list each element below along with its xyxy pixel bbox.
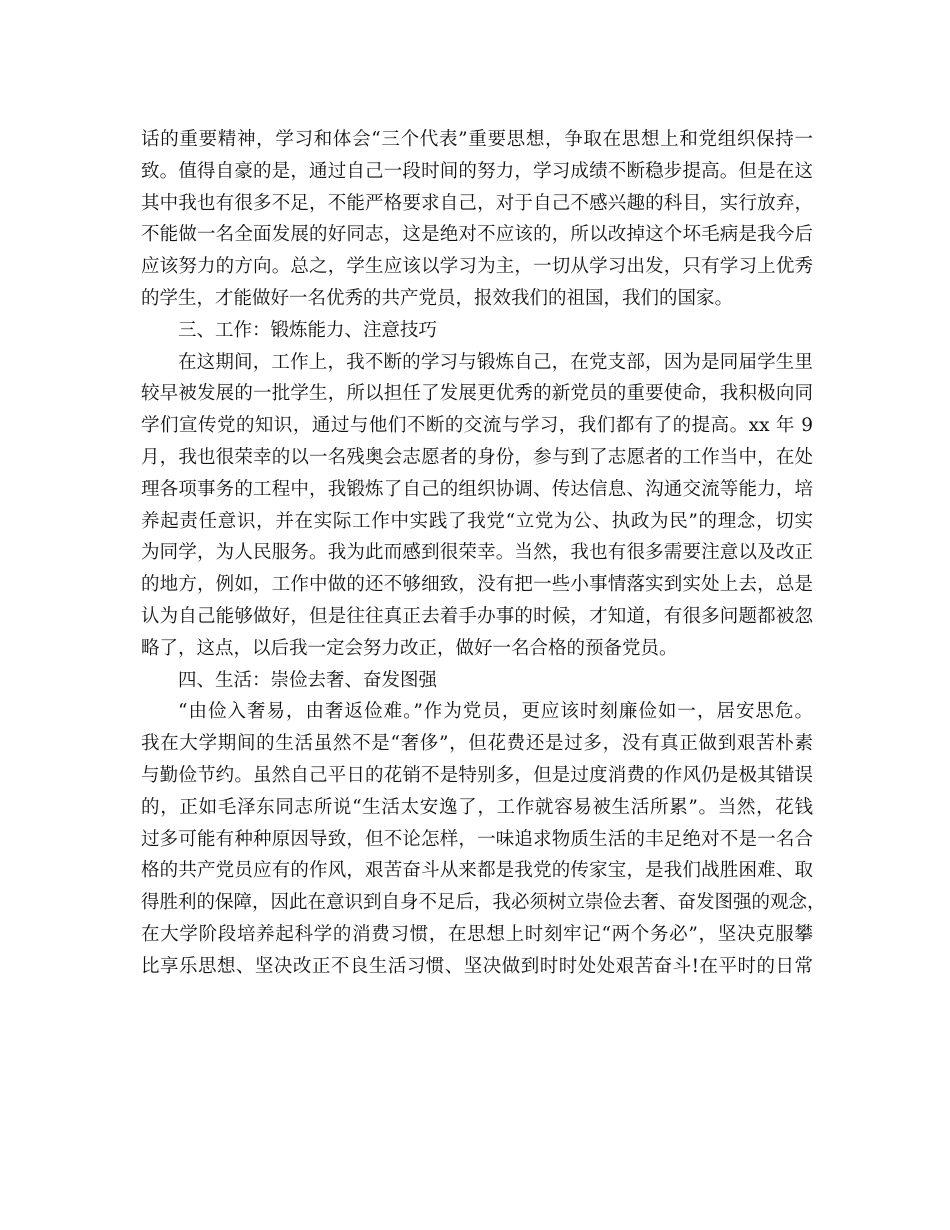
text-line: 的，正如毛泽东同志所说“生活太安逸了，工作就容易被生活所累”。当然，花钱 xyxy=(141,796,813,818)
text-line: 致。值得自豪的是，通过自己一段时间的努力，学习成绩不断稳步提高。但是在这 xyxy=(141,160,813,182)
text-line: 在这期间，工作上，我不断的学习与锻炼自己，在党支部，因为是同届学生里 xyxy=(178,351,813,373)
section-heading: 三、工作：锻炼能力、注意技巧 xyxy=(178,319,438,341)
document-body xyxy=(141,124,826,983)
text-line: 月，我也很荣幸的以一名残奥会志愿者的身份，参与到了志愿者的工作当中，在处 xyxy=(141,446,813,468)
text-line: 的学生，才能做好一名优秀的共产党员，报效我们的祖国，我们的国家。 xyxy=(141,287,734,309)
text-line: 其中我也有很多不足，不能严格要求自己，对于自己不感兴趣的科目，实行放弃， xyxy=(141,192,813,214)
text-line: 与勤俭节约。虽然自己平日的花销不是特别多，但是过度消费的作风仍是极其错误 xyxy=(141,764,813,786)
section-heading: 四、生活：崇俭去奢、奋发图强 xyxy=(178,669,438,691)
text-line: 略了，这点，以后我一定会努力改正，做好一名合格的预备党员。 xyxy=(141,637,678,659)
text-line: 认为自己能够做好，但是往往真正去着手办事的时候，才知道，有很多问题都被忽 xyxy=(141,605,813,627)
text-line: 我在大学期间的生活虽然不是“奢侈”，但花费还是过多，没有真正做到艰苦朴素 xyxy=(141,733,813,755)
text-line: 不能做一名全面发展的好同志，这是绝对不应该的，所以改掉这个坏毛病是我今后 xyxy=(141,224,813,246)
text-line: 在大学阶段培养起科学的消费习惯，在思想上时刻牢记“两个务必”，坚决克服攀 xyxy=(141,923,813,945)
text-line: 为同学，为人民服务。我为此而感到很荣幸。当然，我也有很多需要注意以及改正 xyxy=(141,542,813,564)
text-line: 应该努力的方向。总之，学生应该以学习为主，一切从学习出发，只有学习上优秀 xyxy=(141,256,813,278)
text-line: 理各项事务的工程中，我锻炼了自己的组织协调、传达信息、沟通交流等能力，培 xyxy=(141,478,813,500)
text-line: 比享乐思想、坚决改正不良生活习惯、坚决做到时时处处艰苦奋斗!在平时的日常 xyxy=(141,955,813,977)
text-line: 话的重要精神，学习和体会“三个代表”重要思想，争取在思想上和党组织保持一 xyxy=(141,129,813,150)
text-line: 的地方，例如，工作中做的还不够细致，没有把一些小事情落实到实处上去，总是 xyxy=(141,574,813,596)
text-line: 格的共产党员应有的作风，艰苦奋斗从来都是我党的传家宝，是我们战胜困难、取 xyxy=(141,860,813,882)
text-line: 较早被发展的一批学生，所以担任了发展更优秀的新党员的重要使命，我积极向同 xyxy=(141,383,813,405)
text-line: 过多可能有种种原因导致，但不论怎样，一味追求物质生活的丰足绝对不是一名合 xyxy=(141,828,813,850)
text-line: 学们宣传党的知识，通过与他们不断的交流与学习，我们都有了的提高。xx 年 9 xyxy=(141,415,813,437)
text-line: 养起责任意识，并在实际工作中实践了我党“立党为公、执政为民”的理念，切实 xyxy=(141,510,813,532)
text-line: 得胜利的保障，因此在意识到自身不足后，我必须树立崇俭去奢、奋发图强的观念， xyxy=(141,892,826,914)
text-line: “由俭入奢易，由奢返俭难。”作为党员，更应该时刻廉俭如一，居安思危。 xyxy=(178,701,813,723)
